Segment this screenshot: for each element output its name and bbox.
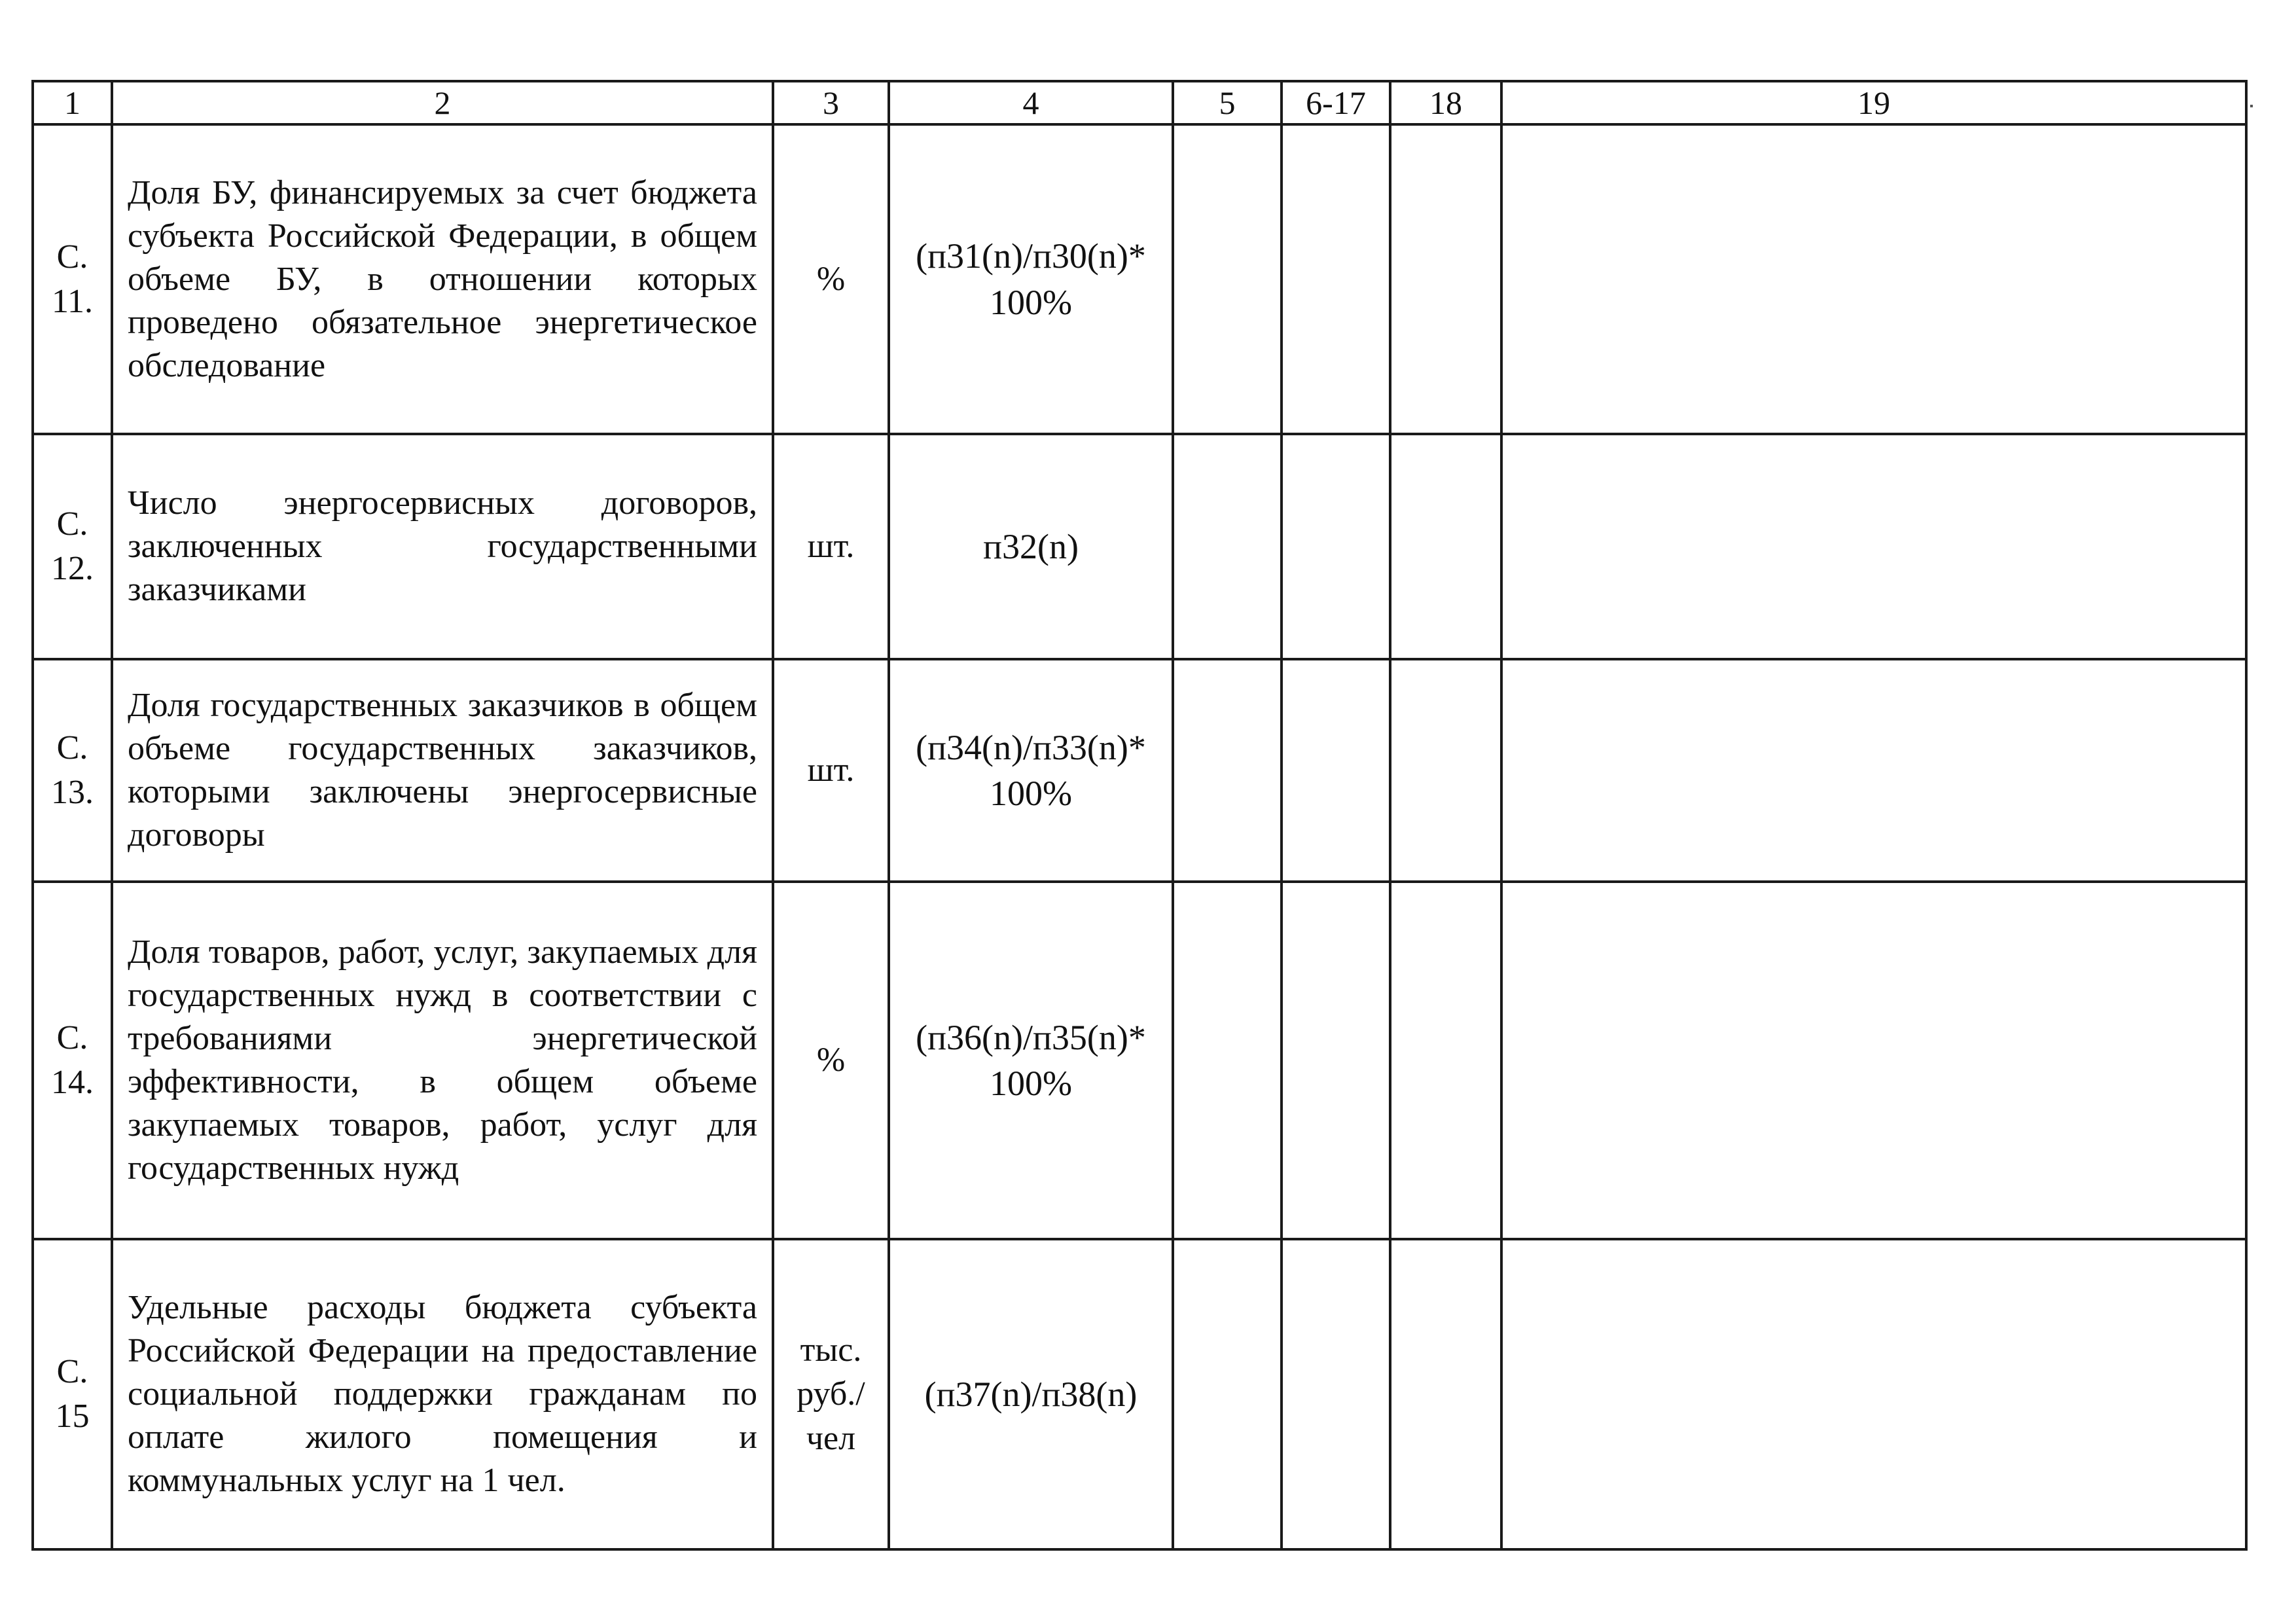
header-col-3: 3 xyxy=(773,81,889,124)
empty-cell-col-18 xyxy=(1390,659,1501,882)
unit-cell: тыс. руб./ чел xyxy=(773,1239,889,1549)
indicator-name: Доля товаров, работ, услуг, закупаемых для государственных нужд в соответствии с требованиями энергетической эффективности, в общем объеме закупаемых товаров, работ, услуг для государственных нужд xyxy=(112,882,773,1239)
table-row xyxy=(33,1239,2246,1549)
indicator-name: Доля БУ, финансируемых за счет бюджета субъекта Российской Федерации, в общем объеме БУ, в отношении которых проведено обязательное энергетическое обследование xyxy=(112,124,773,434)
table-row xyxy=(33,124,2246,434)
empty-cell-col-6-17 xyxy=(1282,124,1390,434)
empty-cell-col-18 xyxy=(1390,124,1501,434)
scan-speck xyxy=(2250,105,2253,107)
formula-cell: (п37(n)/п38(n) xyxy=(889,1239,1173,1549)
indicators-table xyxy=(31,80,2248,1551)
empty-cell-col-5 xyxy=(1173,124,1282,434)
empty-cell-col-6-17 xyxy=(1282,434,1390,659)
table-row xyxy=(33,659,2246,882)
header-row xyxy=(33,81,2246,124)
formula-cell: (п34(n)/п33(n)* 100% xyxy=(889,659,1173,882)
unit-cell: % xyxy=(773,882,889,1239)
empty-cell-col-6-17 xyxy=(1282,882,1390,1239)
table-row xyxy=(33,434,2246,659)
empty-cell-col-19 xyxy=(1501,1239,2246,1549)
empty-cell-col-6-17 xyxy=(1282,659,1390,882)
row-id: С. 11. xyxy=(33,124,112,434)
indicator-name: Число энергосервисных договоров, заключенных государственными заказчиками xyxy=(112,434,773,659)
header-col-19: 19 xyxy=(1501,81,2246,124)
table-row xyxy=(33,882,2246,1239)
indicator-name: Удельные расходы бюджета субъекта Российской Федерации на предоставление социальной поддержки гражданам по оплате жилого помещения и коммунальных услуг на 1 чел. xyxy=(112,1239,773,1549)
empty-cell-col-18 xyxy=(1390,882,1501,1239)
empty-cell-col-18 xyxy=(1390,1239,1501,1549)
formula-cell: (п36(n)/п35(n)* 100% xyxy=(889,882,1173,1239)
header-col-1: 1 xyxy=(33,81,112,124)
formula-cell: п32(n) xyxy=(889,434,1173,659)
empty-cell-col-18 xyxy=(1390,434,1501,659)
empty-cell-col-5 xyxy=(1173,882,1282,1239)
row-id: С. 14. xyxy=(33,882,112,1239)
row-id: С. 12. xyxy=(33,434,112,659)
header-col-4: 4 xyxy=(889,81,1173,124)
unit-cell: шт. xyxy=(773,434,889,659)
unit-cell: % xyxy=(773,124,889,434)
empty-cell-col-6-17 xyxy=(1282,1239,1390,1549)
header-col-6-17: 6-17 xyxy=(1282,81,1390,124)
empty-cell-col-5 xyxy=(1173,659,1282,882)
header-col-5: 5 xyxy=(1173,81,1282,124)
empty-cell-col-19 xyxy=(1501,124,2246,434)
header-col-2: 2 xyxy=(112,81,773,124)
empty-cell-col-5 xyxy=(1173,1239,1282,1549)
row-id: С. 13. xyxy=(33,659,112,882)
unit-cell: шт. xyxy=(773,659,889,882)
empty-cell-col-5 xyxy=(1173,434,1282,659)
empty-cell-col-19 xyxy=(1501,882,2246,1239)
empty-cell-col-19 xyxy=(1501,659,2246,882)
row-id: С. 15 xyxy=(33,1239,112,1549)
indicator-name: Доля государственных заказчиков в общем объеме государственных заказчиков, которыми заключены энергосервисные договоры xyxy=(112,659,773,882)
formula-cell: (п31(n)/п30(n)* 100% xyxy=(889,124,1173,434)
empty-cell-col-19 xyxy=(1501,434,2246,659)
header-col-18: 18 xyxy=(1390,81,1501,124)
